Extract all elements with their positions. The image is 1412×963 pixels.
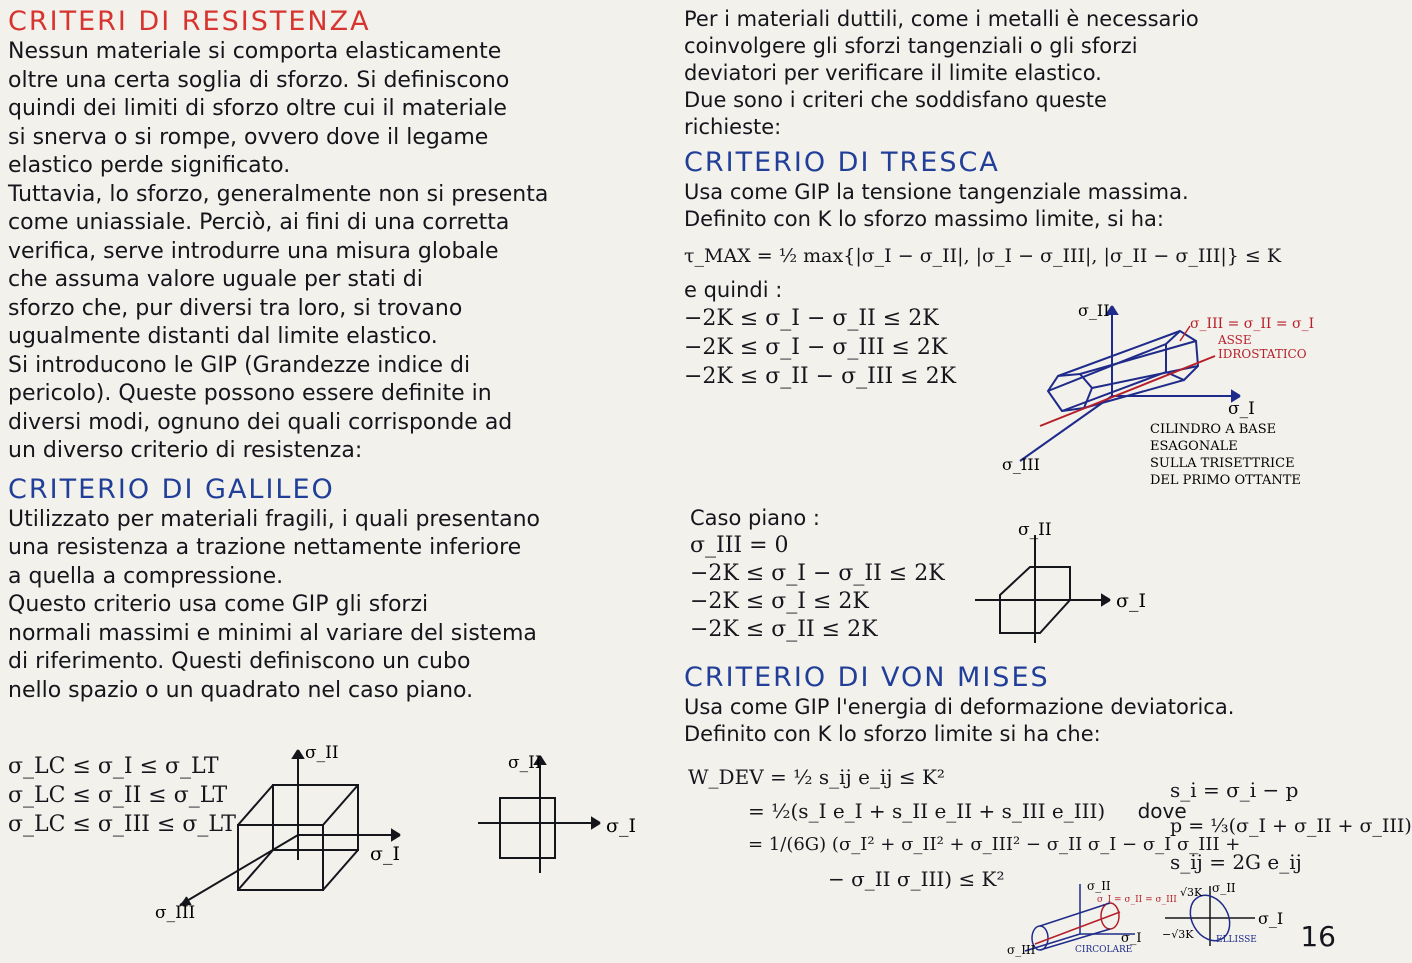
equation: = 1/(6G) (σ_I² + σ_II² + σ_III² − σ_II σ_I − σ_I σ_III +: [748, 834, 1241, 855]
text-line: richieste:: [684, 115, 782, 139]
definition: s_i = σ_i − p: [1170, 778, 1299, 802]
tresca-inequality: −2K ≤ σ_II − σ_III ≤ 2K: [684, 364, 957, 389]
equation: [688, 794, 1240, 828]
prism-caption-2: ESAGONALE: [1150, 439, 1238, 454]
vonmises-ellipse-diagram: [1160, 876, 1300, 958]
page-number: 16: [1300, 920, 1336, 953]
text-line: deviatori per verificare il limite elastico.: [684, 61, 1102, 85]
text-line: coinvolgere gli sforzi tangenziali o gli sforzi: [684, 34, 1138, 58]
hexagon-label-x: σ_I: [1116, 590, 1146, 612]
vonmises-equations: [688, 760, 1240, 896]
title-criterio-di-galileo: CRITERIO DI GALILEO: [8, 473, 335, 505]
title-criterio-di-tresca: CRITERIO DI TRESCA: [684, 147, 1000, 178]
tresca-hexagon-diagram: [970, 515, 1160, 645]
text-line: Tuttavia, lo sforzo, generalmente non si presenta: [8, 181, 549, 207]
e-quindi: e quindi :: [684, 278, 783, 302]
tresca-prism-diagram: [1000, 296, 1345, 496]
text-line: Usa come GIP l'energia di deformazione deviatorica.: [684, 695, 1235, 719]
equation: −2K ≤ σ_I ≤ 2K: [690, 589, 869, 614]
text-line: Definito con K lo sforzo massimo limite, si ha:: [684, 207, 1164, 231]
cyl-label-y: σ_II: [1087, 879, 1111, 893]
text-line: diversi modi, ognuno dei quali corrisponde ad: [8, 409, 513, 435]
ductile-paragraph: [684, 6, 1344, 141]
text-line: Nessun materiale si comporta elasticamente: [8, 39, 502, 64]
prism-label-y: σ_II: [1078, 301, 1110, 320]
hydrostatic-axis: [1040, 356, 1215, 426]
text-line: nello spazio o un quadrato nel caso piano.: [8, 677, 474, 703]
caso-piano-title: Caso piano :: [690, 506, 820, 530]
galileo-square-diagram: [470, 748, 660, 878]
square-domain: [500, 798, 555, 858]
text-line: Per i materiali duttili, come i metalli è necessario: [684, 7, 1199, 31]
equation: W_DEV = ½ s_ij e_ij ≤ K²: [688, 765, 945, 789]
tresca-inequality: −2K ≤ σ_I − σ_II ≤ 2K: [684, 306, 939, 331]
prism-label-x: σ_I: [1228, 399, 1255, 419]
text-line: un diverso criterio di resistenza:: [8, 438, 363, 463]
left-column: [8, 6, 668, 705]
text-line: verifica, serve introdurre una misura globale: [8, 238, 499, 264]
text-line: Usa come GIP la tensione tangenziale massima.: [684, 180, 1189, 204]
ellipse-label-name: ELLISSE: [1216, 935, 1257, 945]
prism-caption-3: SULLA TRISETTRICE: [1150, 456, 1295, 471]
vonmises-cylinder-diagram: [1005, 876, 1177, 958]
intro-paragraph: [8, 38, 668, 181]
ellipse-label-top: √3K: [1180, 886, 1203, 899]
equation: −2K ≤ σ_II ≤ 2K: [690, 617, 878, 642]
galileo-paragraph: [8, 506, 668, 706]
text-line: di riferimento. Questi definiscono un cubo: [8, 649, 471, 674]
prism-caption-1: CILINDRO A BASE: [1150, 422, 1277, 437]
text-line: elastico perde significato.: [8, 153, 291, 178]
ellipse-label-y: σ_II: [1212, 881, 1236, 895]
body-paragraph: [8, 181, 668, 466]
text-line: Utilizzato per materiali fragili, i quali presentano: [8, 506, 540, 532]
galileo-cube-diagram: [150, 740, 420, 930]
cyl-label-axis: σ_I = σ_II = σ_III: [1097, 895, 1177, 905]
text-line: a quella a compressione.: [8, 563, 284, 589]
equation: −2K ≤ σ_I − σ_II ≤ 2K: [690, 561, 945, 586]
text-line: pericolo). Queste possono essere definite in: [8, 381, 492, 406]
text-line: Questo criterio usa come GIP gli sforzi: [8, 592, 429, 617]
prism-caption-4: DEL PRIMO OTTANTE: [1150, 473, 1301, 488]
equation: σ_LC ≤ σ_I ≤ σ_LT: [8, 754, 219, 779]
text-line: sforzo che, pur diversi tra loro, si trovano: [8, 295, 463, 321]
prism-annot-eq: σ_III = σ_II = σ_I: [1190, 316, 1315, 332]
text-line: come uniassiale. Perciò, ai fini di una corretta: [8, 210, 510, 235]
tresca-equation: τ_MAX = ½ max{|σ_I − σ_II|, |σ_I − σ_III|, |σ_II − σ_III|} ≤ K: [684, 245, 1282, 267]
equation: σ_III = 0: [690, 533, 789, 558]
ellipse-label-x: σ_I: [1258, 909, 1284, 928]
prism-annot-idrostatico: IDROSTATICO: [1218, 347, 1307, 361]
cyl-label-base: CIRCOLARE: [1075, 945, 1133, 955]
cube-label-x: σ_I: [370, 843, 400, 865]
vonmises-block: [684, 662, 1344, 748]
definition: p = ⅓(σ_I + σ_II + σ_III): [1170, 815, 1412, 837]
hexagon-label-y: σ_II: [1018, 520, 1052, 540]
text-line: ugualmente distanti dal limite elastico.: [8, 324, 438, 349]
text-line: che assuma valore uguale per stati di: [8, 267, 423, 292]
text-line: Si introducono le GIP (Grandezze indice di: [8, 352, 471, 378]
text-line: Definito con K lo sforzo limite si ha che:: [684, 722, 1101, 746]
equation: − σ_II σ_III) ≤ K²: [828, 867, 1005, 891]
square-label-y: σ_II: [508, 753, 542, 773]
cyl-label-x: σ_I: [1121, 931, 1142, 946]
vonmises-definitions: [1170, 772, 1412, 880]
title-criterio-di-von-mises: CRITERIO DI VON MISES: [684, 662, 1050, 693]
text-line: quindi dei limiti di sforzo oltre cui il materiale: [8, 96, 507, 121]
cube-label-y: σ_II: [305, 743, 339, 763]
text-line: normali massimi e minimi al variare del sistema: [8, 620, 537, 646]
dove-label: dove: [1137, 799, 1187, 823]
title-criteri-di-resistenza: CRITERI DI RESISTENZA: [8, 6, 371, 37]
tresca-inequality: −2K ≤ σ_I − σ_III ≤ 2K: [684, 335, 948, 360]
text-line: Due sono i criteri che soddisfano queste: [684, 88, 1107, 112]
cube-back-face: [273, 785, 358, 850]
text-line: si snerva o si rompe, ovvero dove il legame: [8, 124, 489, 150]
prism-label-z: σ_III: [1002, 455, 1040, 474]
equation: σ_LC ≤ σ_III ≤ σ_LT: [8, 812, 236, 837]
caso-piano-block: [690, 505, 945, 644]
text-line: oltre una certa soglia di sforzo. Si definiscono: [8, 67, 510, 93]
definition: s_ij = 2G e_ij: [1170, 850, 1302, 874]
prism-annot-asse: ASSE: [1218, 333, 1252, 347]
prism-hex-near: [1048, 374, 1092, 411]
cyl-label-z: σ_III: [1007, 943, 1036, 957]
equation-part: = ½(s_I e_I + s_II e_II + s_III e_III): [748, 799, 1106, 823]
cube-label-z: σ_III: [155, 903, 196, 923]
ellipse-label-left: −√3K: [1162, 928, 1194, 941]
equation: σ_LC ≤ σ_II ≤ σ_LT: [8, 783, 228, 808]
square-label-x: σ_I: [606, 815, 636, 837]
text-line: una resistenza a trazione nettamente inferiore: [8, 535, 522, 560]
